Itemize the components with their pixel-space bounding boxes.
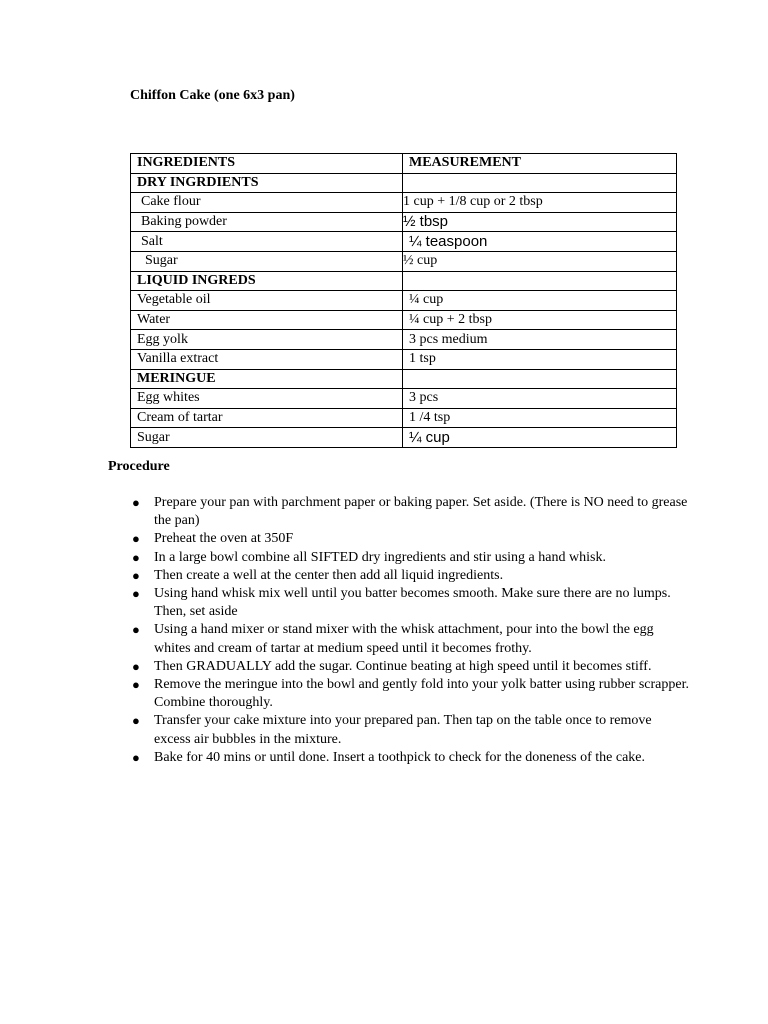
ingredient-cell: Water: [131, 310, 403, 330]
list-item: [130, 585, 690, 621]
ingredient-cell: Vegetable oil: [131, 291, 403, 311]
bullet-icon: ●: [132, 549, 140, 565]
measurement-cell: [403, 173, 677, 193]
measurement-cell: 1 /4 tsp: [403, 408, 677, 428]
section-row-liquid: [131, 271, 677, 291]
list-item: [130, 712, 690, 748]
ingredient-cell: Egg yolk: [131, 330, 403, 350]
list-item: [130, 549, 690, 567]
measurement-cell: ½ cup: [403, 251, 677, 271]
measurement-cell: ¼ cup: [403, 291, 677, 311]
table-row: [131, 212, 677, 232]
list-item: [130, 530, 690, 548]
step-text: Then create a well at the center then add all liquid ingredients.: [154, 567, 504, 583]
bullet-icon: ●: [132, 658, 140, 674]
section-label: MERINGUE: [131, 369, 403, 389]
ingredient-cell: Cake flour: [131, 193, 403, 213]
measurement-cell: ¼ cup: [403, 428, 677, 448]
table-row: [131, 408, 677, 428]
bullet-icon: ●: [132, 622, 140, 638]
column-header-ingredients: INGREDIENTS: [131, 154, 403, 174]
section-row-meringue: [131, 369, 677, 389]
measurement-cell: 1 cup + 1/8 cup or 2 tbsp: [403, 193, 677, 213]
table-row: [131, 193, 677, 213]
step-text: Prepare your pan with parchment paper or baking paper. Set aside. (There is NO need to grease the pan): [154, 495, 688, 529]
procedure-list: [130, 494, 690, 767]
ingredient-cell: Cream of tartar: [131, 408, 403, 428]
list-item: [130, 621, 690, 657]
table-row: [131, 428, 677, 448]
list-item: [130, 749, 690, 767]
bullet-icon: ●: [132, 713, 140, 729]
ingredient-cell: Vanilla extract: [131, 349, 403, 369]
measurement-cell: [403, 369, 677, 389]
measurement-cell: 1 tsp: [403, 349, 677, 369]
table-header-row: [131, 154, 677, 174]
bullet-icon: ●: [132, 495, 140, 510]
table-row: [131, 349, 677, 369]
page-title: Chiffon Cake (one 6x3 pan): [130, 88, 295, 103]
section-row-dry: [131, 173, 677, 193]
list-item: [130, 494, 690, 530]
ingredient-cell: Sugar: [131, 428, 403, 448]
bullet-icon: ●: [132, 567, 140, 583]
list-item: [130, 658, 690, 676]
procedure-heading: Procedure: [108, 459, 170, 474]
step-text: Then GRADUALLY add the sugar. Continue beating at high speed until it becomes stiff.: [154, 658, 652, 674]
section-label: LIQUID INGREDS: [131, 271, 403, 291]
ingredient-cell: Salt: [131, 232, 403, 252]
measurement-cell: 3 pcs: [403, 389, 677, 409]
table-row: [131, 389, 677, 409]
table-row: [131, 291, 677, 311]
step-text: Preheat the oven at 350F: [154, 531, 294, 547]
step-text: Bake for 40 mins or until done. Insert a toothpick to check for the doneness of the cake.: [154, 749, 646, 765]
step-text: Transfer your cake mixture into your prepared pan. Then tap on the table once to remove excess air bubbles in the mixture.: [154, 713, 652, 747]
table-row: [131, 310, 677, 330]
ingredients-table: [130, 153, 677, 448]
measurement-cell: ¼ teaspoon: [403, 232, 677, 252]
ingredient-cell: Baking powder: [131, 212, 403, 232]
step-text: Using hand whisk mix well until you batter becomes smooth. Make sure there are no lumps. Then, set aside: [154, 586, 671, 620]
step-text: Remove the meringue into the bowl and gently fold into your yolk batter using rubber scrapper. Combine thoroughly.: [154, 677, 689, 711]
ingredient-cell: Egg whites: [131, 389, 403, 409]
ingredient-cell: Sugar: [131, 251, 403, 271]
bullet-icon: ●: [132, 531, 140, 547]
table-row: [131, 251, 677, 271]
measurement-cell: ¼ cup + 2 tbsp: [403, 310, 677, 330]
measurement-cell: [403, 271, 677, 291]
measurement-cell: 3 pcs medium: [403, 330, 677, 350]
measurement-cell: ½ tbsp: [403, 212, 677, 232]
column-header-measurement: MEASUREMENT: [403, 154, 677, 174]
table-row: [131, 232, 677, 252]
bullet-icon: ●: [132, 677, 140, 693]
step-text: In a large bowl combine all SIFTED dry ingredients and stir using a hand whisk.: [154, 549, 606, 565]
bullet-icon: ●: [132, 586, 140, 602]
bullet-icon: ●: [132, 749, 140, 765]
table-row: [131, 330, 677, 350]
section-label: DRY INGRDIENTS: [131, 173, 403, 193]
step-text: Using a hand mixer or stand mixer with the whisk attachment, pour into the bowl the egg whites and cream of tartar at medium speed until it becomes frothy.: [154, 622, 654, 656]
list-item: [130, 676, 690, 712]
list-item: [130, 567, 690, 585]
